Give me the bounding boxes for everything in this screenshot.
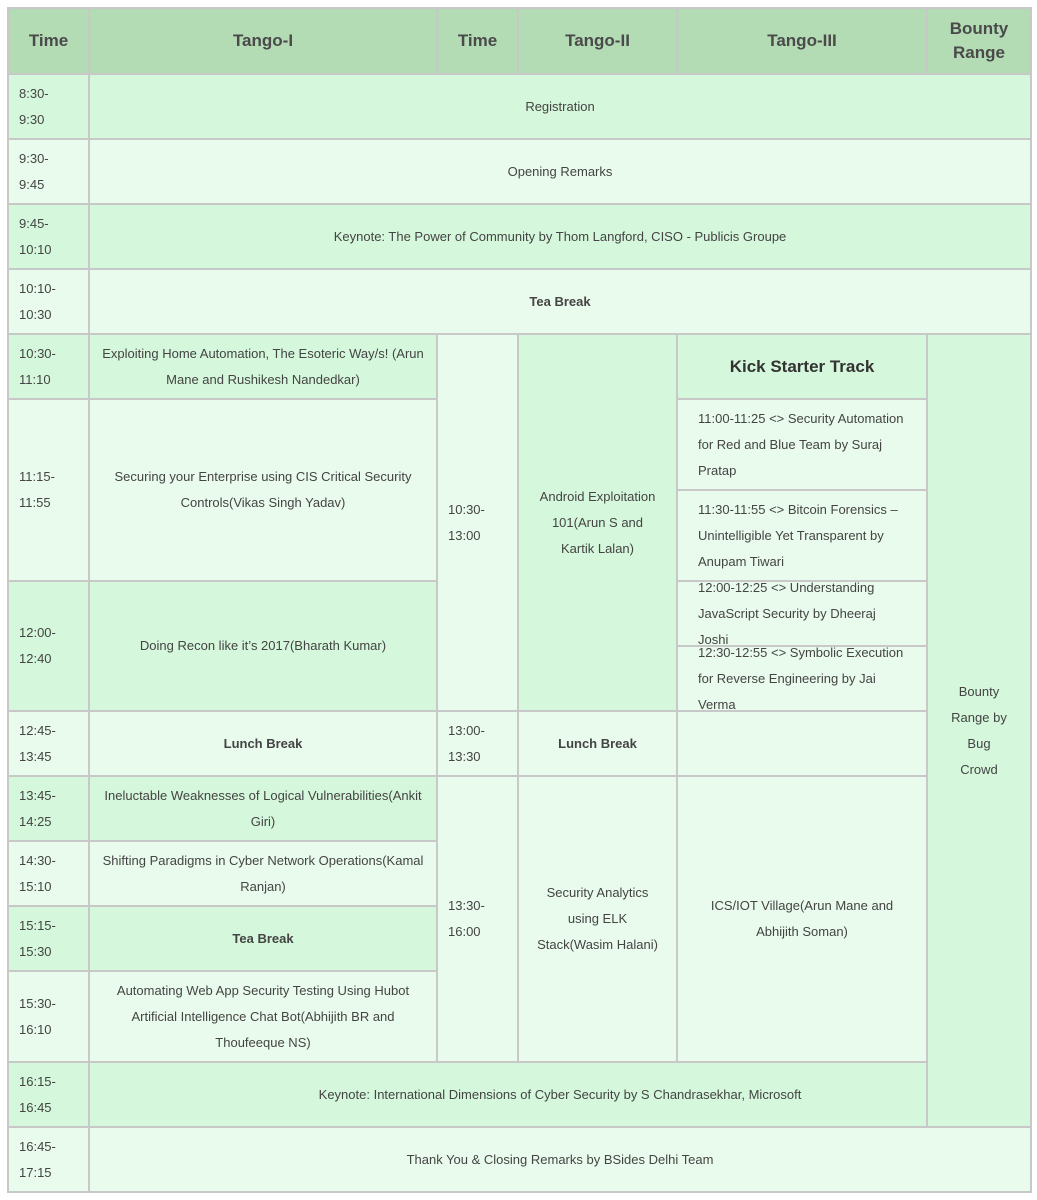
time-cell: 11:15- 11:55 bbox=[8, 399, 89, 581]
session-keynote-1: Keynote: The Power of Community by Thom Langford, CISO - Publicis Groupe bbox=[89, 204, 1031, 269]
header-time: Time bbox=[8, 8, 89, 74]
session-lunch-break-tango2: Lunch Break bbox=[518, 711, 677, 776]
header-row bbox=[8, 8, 1031, 74]
session-ics-iot-village: ICS/IOT Village(Arun Mane and Abhijith Soman) bbox=[677, 776, 927, 1062]
time-cell: 15:15- 15:30 bbox=[8, 906, 89, 971]
table-row bbox=[8, 711, 1031, 776]
table-row bbox=[8, 74, 1031, 139]
session-tango1: Automating Web App Security Testing Using Hubot Artificial Intelligence Chat Bot(Abhijith BR and Thoufeeque NS) bbox=[89, 971, 437, 1062]
time-cell: 10:30- 11:10 bbox=[8, 334, 89, 399]
kick-starter-item: 11:00-11:25 <> Security Automation for Red and Blue Team by Suraj Pratap bbox=[678, 400, 926, 491]
table-row bbox=[8, 776, 1031, 841]
time-cell: 16:45- 17:15 bbox=[8, 1127, 89, 1192]
session-security-analytics: Security Analytics using ELK Stack(Wasim Halani) bbox=[518, 776, 677, 1062]
table-row bbox=[8, 269, 1031, 334]
session-opening-remarks: Opening Remarks bbox=[89, 139, 1031, 204]
time-cell: 13:00- 13:30 bbox=[437, 711, 518, 776]
session-registration: Registration bbox=[89, 74, 1031, 139]
bounty-range-cell: Bounty Range by Bug Crowd bbox=[927, 334, 1031, 1127]
time-cell-tango2-afternoon: 13:30- 16:00 bbox=[437, 776, 518, 1062]
session-tea-break-2: Tea Break bbox=[89, 906, 437, 971]
kick-starter-item: 12:00-12:25 <> Understanding JavaScript Security by Dheeraj Joshi bbox=[678, 582, 926, 647]
time-cell: 8:30- 9:30 bbox=[8, 74, 89, 139]
session-closing-remarks: Thank You & Closing Remarks by BSides Delhi Team bbox=[89, 1127, 1031, 1192]
kick-starter-title: Kick Starter Track bbox=[677, 334, 927, 399]
session-tango1: Securing your Enterprise using CIS Critical Security Controls(Vikas Singh Yadav) bbox=[89, 399, 437, 581]
header-tango-3: Tango-III bbox=[677, 8, 927, 74]
session-tango1: Shifting Paradigms in Cyber Network Operations(Kamal Ranjan) bbox=[89, 841, 437, 906]
time-cell: 16:15- 16:45 bbox=[8, 1062, 89, 1127]
time-cell: 9:45- 10:10 bbox=[8, 204, 89, 269]
time-cell: 12:45- 13:45 bbox=[8, 711, 89, 776]
kick-starter-group-2 bbox=[677, 581, 927, 711]
header-time-2: Time bbox=[437, 8, 518, 74]
empty-cell bbox=[677, 711, 927, 776]
time-cell: 12:00- 12:40 bbox=[8, 581, 89, 711]
table-row bbox=[8, 334, 1031, 399]
session-keynote-2: Keynote: International Dimensions of Cyber Security by S Chandrasekhar, Microsoft bbox=[89, 1062, 1031, 1127]
time-cell: 9:30- 9:45 bbox=[8, 139, 89, 204]
time-cell: 15:30- 16:10 bbox=[8, 971, 89, 1062]
session-lunch-break: Lunch Break bbox=[89, 711, 437, 776]
session-tango1: Exploiting Home Automation, The Esoteric Way/s! (Arun Mane and Rushikesh Nandedkar) bbox=[89, 334, 437, 399]
time-cell-tango2-morning: 10:30- 13:00 bbox=[437, 334, 518, 711]
kick-starter-item: 12:30-12:55 <> Symbolic Execution for Reverse Engineering by Jai Verma bbox=[698, 644, 904, 712]
table-row bbox=[8, 1062, 1031, 1127]
kick-starter-group-1 bbox=[677, 399, 927, 581]
time-cell: 14:30- 15:10 bbox=[8, 841, 89, 906]
table-row bbox=[8, 204, 1031, 269]
session-android-exploitation: Android Exploitation 101(Arun S and Kartik Lalan) bbox=[518, 334, 677, 711]
table-row bbox=[8, 1127, 1031, 1192]
header-tango-1: Tango-I bbox=[89, 8, 437, 74]
session-tea-break: Tea Break bbox=[89, 269, 1031, 334]
header-tango-2: Tango-II bbox=[518, 8, 677, 74]
time-cell: 13:45- 14:25 bbox=[8, 776, 89, 841]
schedule-table bbox=[7, 7, 1032, 1193]
time-cell: 10:10- 10:30 bbox=[8, 269, 89, 334]
session-tango1: Doing Recon like it’s 2017(Bharath Kumar) bbox=[89, 581, 437, 711]
header-bounty-range: Bounty Range bbox=[927, 8, 1031, 74]
kick-starter-item: 11:30-11:55 <> Bitcoin Forensics – Unintelligible Yet Transparent by Anupam Tiwari bbox=[698, 501, 898, 569]
table-row bbox=[8, 139, 1031, 204]
session-tango1: Ineluctable Weaknesses of Logical Vulnerabilities(Ankit Giri) bbox=[89, 776, 437, 841]
